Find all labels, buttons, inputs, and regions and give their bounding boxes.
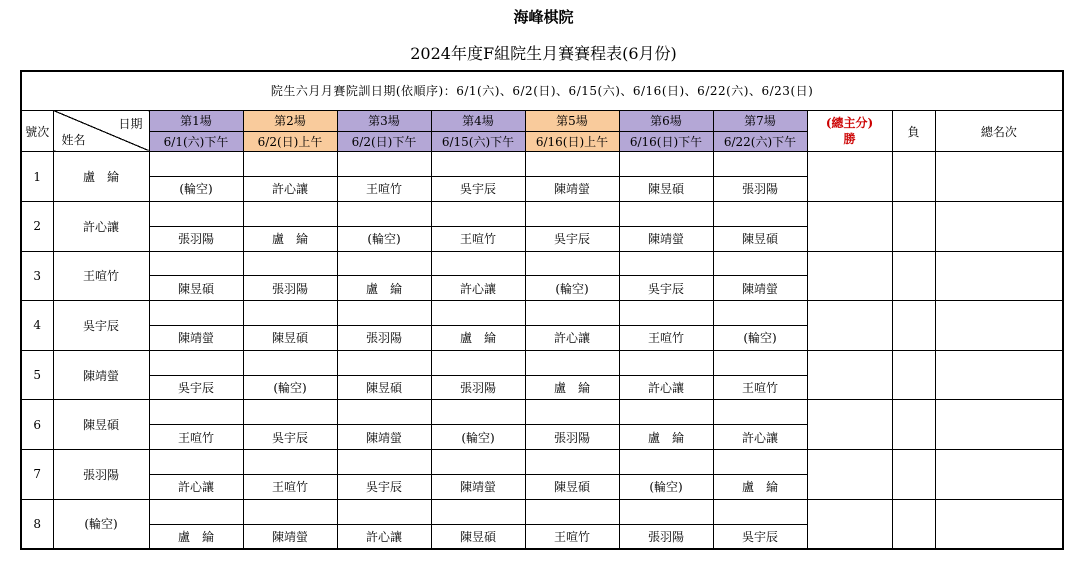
opponent-cell: 許心讓 [525, 325, 619, 350]
total-rank-cell [935, 301, 1063, 351]
round-7-date: 6/22(六)下午 [713, 131, 807, 152]
result-cell [337, 301, 431, 326]
result-cell [619, 450, 713, 475]
opponent-cell: 許心讓 [713, 425, 807, 450]
result-cell [619, 251, 713, 276]
opponent-cell: 陳靖螢 [619, 226, 713, 251]
result-cell [243, 450, 337, 475]
result-cell [431, 499, 525, 524]
opponent-cell: 陳昱碩 [619, 177, 713, 202]
opponent-cell: (輪空) [525, 276, 619, 301]
total-rank-cell [935, 152, 1063, 202]
result-cell [149, 499, 243, 524]
opponent-cell: 許心讓 [243, 177, 337, 202]
losses-cell [892, 152, 935, 202]
player-row [21, 450, 1063, 475]
result-cell [713, 201, 807, 226]
result-cell [149, 251, 243, 276]
losses-cell [892, 350, 935, 400]
opponent-cell: 張羽陽 [713, 177, 807, 202]
seat-number: 1 [21, 152, 53, 202]
opponent-cell: 吳宇辰 [525, 226, 619, 251]
result-cell [431, 152, 525, 177]
opponent-cell: 王喧竹 [243, 474, 337, 499]
result-cell [525, 400, 619, 425]
result-cell [619, 499, 713, 524]
seat-number: 6 [21, 400, 53, 450]
result-cell [431, 251, 525, 276]
opponent-cell: 盧 綸 [525, 375, 619, 400]
training-dates-info: 院生六月月賽院訓日期(依順序)：6/1(六)、6/2(日)、6/15(六)、6/16(日)、6/22(六)、6/23(日) [21, 71, 1063, 110]
round-6-label: 第6場 [619, 110, 713, 131]
wins-cell [807, 450, 892, 500]
opponent-cell: (輪空) [431, 425, 525, 450]
round-1-label: 第1場 [149, 110, 243, 131]
total-rank-cell [935, 450, 1063, 500]
result-cell [337, 350, 431, 375]
opponent-cell: 陳靖螢 [149, 325, 243, 350]
round-3-date: 6/2(日)下午 [337, 131, 431, 152]
total-rank-cell [935, 350, 1063, 400]
opponent-cell: 許心讓 [619, 375, 713, 400]
opponent-cell: (輪空) [149, 177, 243, 202]
wins-cell [807, 400, 892, 450]
opponent-cell: 陳靖螢 [525, 177, 619, 202]
seat-number: 7 [21, 450, 53, 500]
opponent-cell: 盧 綸 [337, 276, 431, 301]
player-row [21, 251, 1063, 276]
result-cell [713, 450, 807, 475]
opponent-cell: 陳昱碩 [149, 276, 243, 301]
result-cell [149, 301, 243, 326]
wins-cell [807, 301, 892, 351]
result-cell [525, 350, 619, 375]
wins-cell [807, 152, 892, 202]
opponent-cell: (輪空) [619, 474, 713, 499]
result-cell [713, 350, 807, 375]
result-cell [713, 301, 807, 326]
opponent-cell: 吳宇辰 [619, 276, 713, 301]
player-row [21, 350, 1063, 375]
player-row [21, 301, 1063, 326]
wins-cell [807, 350, 892, 400]
opponent-cell: 盧 綸 [243, 226, 337, 251]
date-label: 日期 [118, 116, 143, 131]
opponent-cell: 張羽陽 [431, 375, 525, 400]
losses-cell [892, 450, 935, 500]
result-cell [243, 499, 337, 524]
round-2-label: 第2場 [243, 110, 337, 131]
result-cell [149, 450, 243, 475]
wins-cell [807, 499, 892, 549]
wins-header [807, 110, 892, 151]
player-name: (輪空) [53, 499, 149, 549]
result-cell [431, 350, 525, 375]
wins-cell [807, 201, 892, 251]
total-rank-cell [935, 499, 1063, 549]
seat-number: 3 [21, 251, 53, 301]
round-5-label: 第5場 [525, 110, 619, 131]
round-2-date: 6/2(日)上午 [243, 131, 337, 152]
opponent-cell: 盧 綸 [431, 325, 525, 350]
opponent-cell: 許心讓 [337, 524, 431, 549]
opponent-cell: (輪空) [713, 325, 807, 350]
player-name: 王喧竹 [53, 251, 149, 301]
opponent-cell: 盧 綸 [149, 524, 243, 549]
result-cell [149, 350, 243, 375]
opponent-cell: 王喧竹 [431, 226, 525, 251]
player-row [21, 201, 1063, 226]
result-cell [525, 301, 619, 326]
result-cell [713, 400, 807, 425]
opponent-cell: 王喧竹 [149, 425, 243, 450]
result-cell [431, 301, 525, 326]
opponent-cell: 陳靖螢 [431, 474, 525, 499]
result-cell [149, 152, 243, 177]
opponent-cell: 張羽陽 [619, 524, 713, 549]
opponent-cell: 陳昱碩 [431, 524, 525, 549]
losses-cell [892, 201, 935, 251]
round-4-date: 6/15(六)下午 [431, 131, 525, 152]
result-cell [525, 450, 619, 475]
round-6-date: 6/16(日)下午 [619, 131, 713, 152]
opponent-cell: 陳靖螢 [337, 425, 431, 450]
schedule-title: 2024年度F組院生月賽賽程表(6月份) [410, 44, 677, 63]
opponent-cell: 張羽陽 [149, 226, 243, 251]
losses-cell [892, 400, 935, 450]
player-name: 吳宇辰 [53, 301, 149, 351]
opponent-cell: 陳昱碩 [337, 375, 431, 400]
result-cell [713, 251, 807, 276]
opponent-cell: 陳靖螢 [243, 524, 337, 549]
result-cell [525, 201, 619, 226]
player-row [21, 152, 1063, 177]
seat-number: 2 [21, 201, 53, 251]
result-cell [619, 152, 713, 177]
opponent-cell: 王喧竹 [619, 325, 713, 350]
date-name-header [53, 110, 149, 151]
opponent-cell: 吳宇辰 [337, 474, 431, 499]
opponent-cell: 吳宇辰 [713, 524, 807, 549]
losses-cell [892, 499, 935, 549]
result-cell [243, 201, 337, 226]
opponent-cell: 陳靖螢 [713, 276, 807, 301]
round-3-label: 第3場 [337, 110, 431, 131]
result-cell [149, 201, 243, 226]
seat-number-header: 號次 [21, 110, 53, 151]
result-cell [243, 152, 337, 177]
result-cell [619, 400, 713, 425]
result-cell [431, 400, 525, 425]
opponent-cell: 許心讓 [431, 276, 525, 301]
schedule-table [20, 70, 1064, 550]
opponent-cell: 吳宇辰 [149, 375, 243, 400]
wins-header-label: (總主分) [825, 116, 874, 130]
seat-number: 5 [21, 350, 53, 400]
page-title: 海峰棋院 [513, 8, 574, 26]
round-4-label: 第4場 [431, 110, 525, 131]
result-cell [243, 251, 337, 276]
result-cell [243, 301, 337, 326]
result-cell [525, 251, 619, 276]
round-1-date: 6/1(六)下午 [149, 131, 243, 152]
player-name: 陳靖螢 [53, 350, 149, 400]
player-row [21, 499, 1063, 524]
opponent-cell: 許心讓 [149, 474, 243, 499]
opponent-cell: (輪空) [337, 226, 431, 251]
result-cell [243, 400, 337, 425]
result-cell [337, 450, 431, 475]
opponent-cell: 王喧竹 [525, 524, 619, 549]
result-cell [525, 499, 619, 524]
opponent-cell: 王喧竹 [713, 375, 807, 400]
result-cell [337, 400, 431, 425]
player-name: 許心讓 [53, 201, 149, 251]
result-cell [619, 201, 713, 226]
seat-number: 8 [21, 499, 53, 549]
result-cell [337, 251, 431, 276]
result-cell [619, 301, 713, 326]
result-cell [713, 499, 807, 524]
result-cell [337, 201, 431, 226]
opponent-cell: 張羽陽 [337, 325, 431, 350]
player-name: 陳昱碩 [53, 400, 149, 450]
opponent-cell: 吳宇辰 [243, 425, 337, 450]
losses-header: 負 [892, 110, 935, 151]
opponent-cell: 吳宇辰 [431, 177, 525, 202]
result-cell [337, 499, 431, 524]
result-cell [149, 400, 243, 425]
result-cell [713, 152, 807, 177]
total-rank-cell [935, 201, 1063, 251]
round-5-date: 6/16(日)上午 [525, 131, 619, 152]
player-name: 張羽陽 [53, 450, 149, 500]
wins-cell [807, 251, 892, 301]
opponent-cell: 陳昱碩 [713, 226, 807, 251]
result-cell [525, 152, 619, 177]
total-rank-cell [935, 400, 1063, 450]
losses-cell [892, 301, 935, 351]
opponent-cell: 陳昱碩 [525, 474, 619, 499]
opponent-cell: 盧 綸 [713, 474, 807, 499]
total-rank-cell [935, 251, 1063, 301]
opponent-cell: 張羽陽 [243, 276, 337, 301]
opponent-cell: 張羽陽 [525, 425, 619, 450]
result-cell [431, 201, 525, 226]
wins-header-sub: 勝 [843, 132, 856, 146]
player-row [21, 400, 1063, 425]
opponent-cell: 盧 綸 [619, 425, 713, 450]
opponent-cell: 王喧竹 [337, 177, 431, 202]
losses-cell [892, 251, 935, 301]
total-rank-header: 總名次 [935, 110, 1063, 151]
player-name: 盧 綸 [53, 152, 149, 202]
seat-number: 4 [21, 301, 53, 351]
opponent-cell: (輪空) [243, 375, 337, 400]
result-cell [619, 350, 713, 375]
result-cell [337, 152, 431, 177]
opponent-cell: 陳昱碩 [243, 325, 337, 350]
round-7-label: 第7場 [713, 110, 807, 131]
name-label: 姓名 [61, 133, 86, 148]
result-cell [243, 350, 337, 375]
result-cell [431, 450, 525, 475]
